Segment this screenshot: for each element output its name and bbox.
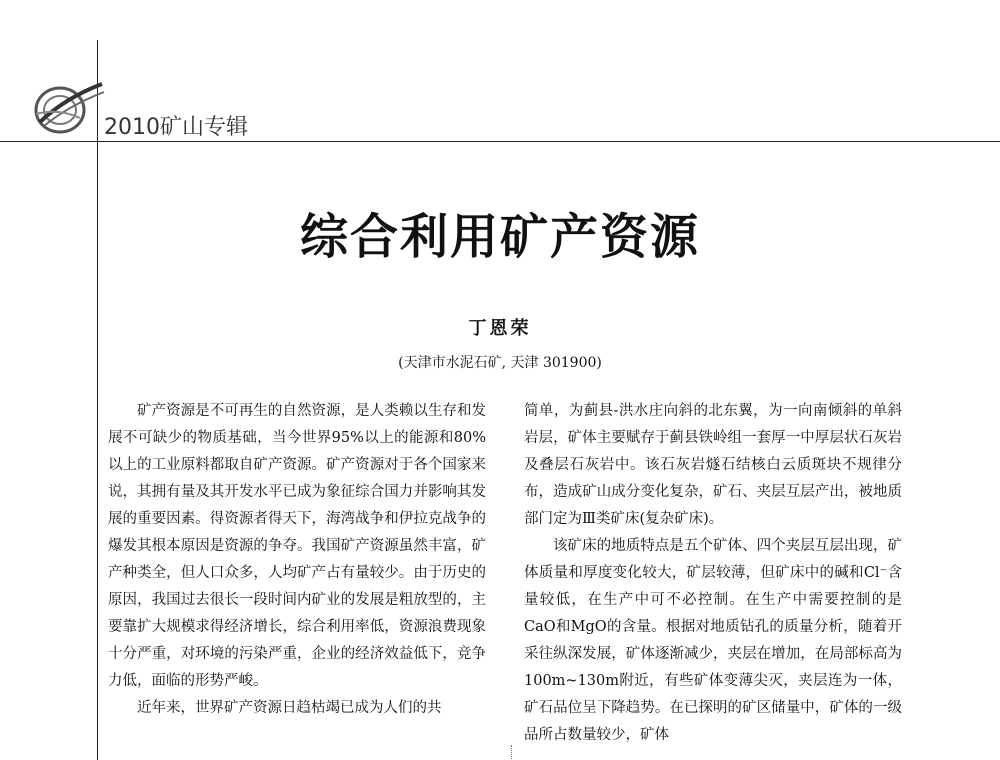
margin-vertical-rule xyxy=(97,40,98,760)
journal-logo-icon xyxy=(30,78,108,138)
journal-section-header: 2010矿山专辑 xyxy=(104,115,248,140)
paragraph: 简单，为蓟县-洪水庄向斜的北东翼，为一向南倾斜的单斜岩层，矿体主要赋存于蓟县铁岭组一套厚一中厚层状石灰岩及叠层石灰岩中。该石灰岩燧石结核白云质斑块不规律分布，造成矿山成分变化复杂，矿石、夹层互层产出，被地质部门定为Ⅲ类矿床(复杂矿床)。 xyxy=(524,403,902,527)
article-title: 综合利用矿产资源 xyxy=(299,209,700,265)
header-horizontal-rule xyxy=(0,141,1000,142)
paragraph: 矿产资源是不可再生的自然资源，是人类赖以生存和发展不可缺少的物质基础，当今世界95%以上的能源和80%以上的工业原料都取自矿产资源。矿产资源对于各个国家来说，其拥有量及其开发水平已成为象征综合国力并影响其发展的重要因素。得资源者得天下，海湾战争和伊拉克战争的爆发其根本原因是资源的争夺。我国矿产资源虽然丰富，矿产种类全，但人口众多，人均矿产占有量较少。由于历史的原因，我国过去很长一段时间内矿业的发展是粗放型的，主要靠扩大规模求得经济增长，综合利用率低，资源浪费现象十分严重，对环境的污染严重，企业的经济效益低下，竞争力低，面临的形势严峻。 xyxy=(108,403,486,689)
body-column-right xyxy=(524,398,902,760)
column-separator xyxy=(511,745,514,759)
paragraph: 该矿床的地质特点是五个矿体、四个夹层互层出现，矿体质量和厚度变化较大，矿层较薄，但矿床中的碱和Cl⁻含量较低，在生产中可不必控制。在生产中需要控制的是CaO和MgO的含量。根据对地质钻孔的质量分析，随着开采往纵深发展，矿体逐渐减少，夹层在增加，在局部标高为100m~130m附近，有些矿体变薄尖灭，夹层连为一体，矿石品位呈下降趋势。在已探明的矿区储量中，矿体的一级品所占数量较少，矿体 xyxy=(524,538,902,743)
paragraph: 近年来，世界矿产资源日趋枯竭已成为人们的共 xyxy=(137,700,442,716)
author-affiliation: (天津市水泥石矿, 天津 301900) xyxy=(398,355,602,371)
article-author: 丁恩荣 xyxy=(468,318,532,339)
body-column-left xyxy=(108,398,486,760)
